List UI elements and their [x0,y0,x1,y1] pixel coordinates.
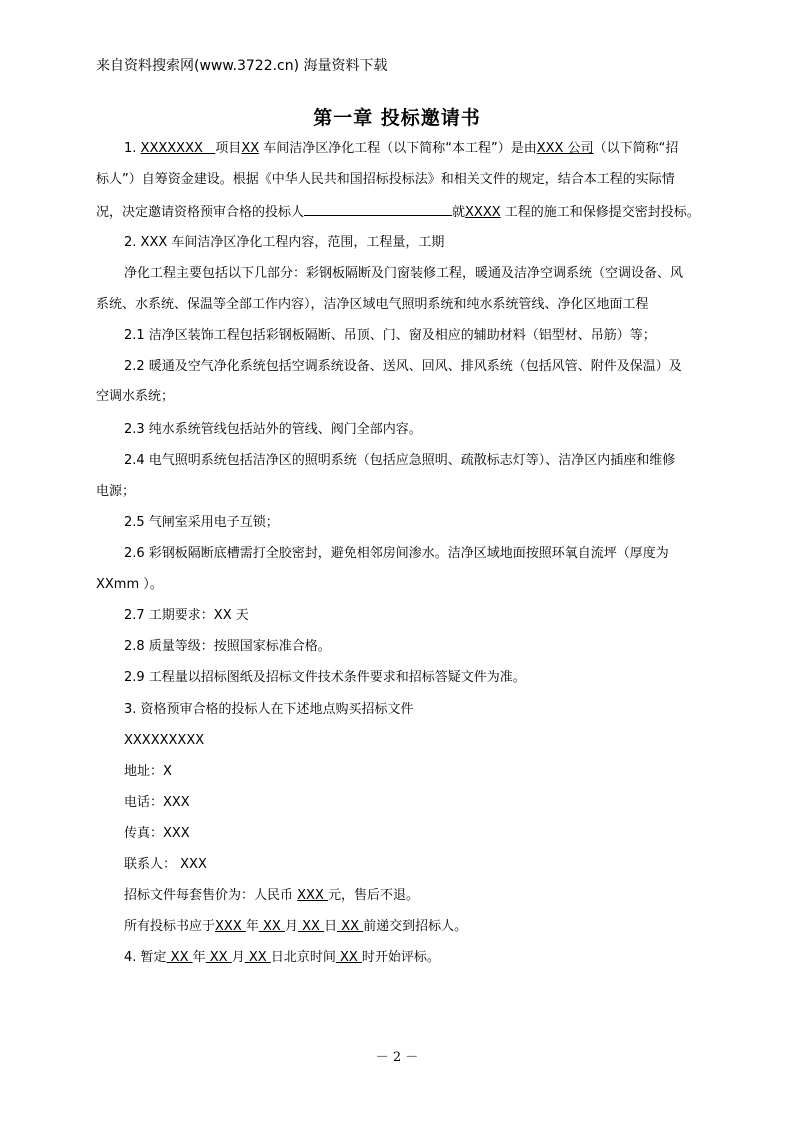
project-name: XXXXXXX [140,141,203,156]
deadline-day: XX [297,919,325,934]
paragraph-1-line-1 [124,141,678,157]
project-name-2: XXXX [465,205,501,220]
item-2-2-line-2: 空调水系统； [96,389,175,404]
paragraph-2: 2. XXX 车间洁净区净化工程内容，范围，工程量，工期 [124,235,445,250]
item-2-4-line-1: 2.4 电气照明系统包括洁净区的照明系统（包括应急照明、疏散标志灯等）、洁净区内插座和维修 [124,453,676,468]
price-value: XXX [297,888,328,903]
issuer-organization: XXXXXXXXX [124,733,205,748]
item-2-7: 2.7 工期要求：XX 天 [124,608,249,623]
deadline-year: XXX [215,919,246,934]
text: 招标文件每套售价为：人民币 [124,888,298,903]
text: 元，售后不退。 [328,888,420,903]
issuer-fax: 传真：XXX [124,826,190,841]
text: 月 [284,919,298,934]
paragraph-3-line-1: 净化工程主要包括以下几部分：彩钢板隔断及门窗装修工程，暖通及洁净空调系统（空调设备、风 [124,266,684,281]
item-2-3: 2.3 纯水系统管线包括站外的管线、阀门全部内容。 [124,422,422,437]
text: 年 [192,950,206,965]
submission-deadline [124,919,467,935]
paragraph-3-line-2: 系统、水系统、保温等全部工作内容），洁净区域电气照明系统和纯水系统管线、净化区地面工程 [96,297,649,312]
text: 4. 暂定 [124,950,167,965]
paragraph-1-line-2: 标人”）自筹资金建设。根据《中华人民共和国招标投标法》和相关文件的规定，结合本工程的实际情 [96,172,675,187]
item-2-6-line-1: 2.6 彩钢板隔断底槽需打全胶密封，避免相邻房间渗水。洁净区域地面按照环氧自流坪（厚度为 [124,546,669,561]
text: 况，决定邀请资格预审合格的投标人 [96,205,305,220]
item-2-8: 2.8 质量等级：按照国家标准合格。 [124,639,331,654]
text: 月 [231,950,245,965]
text: （以下简称“招 [593,141,679,156]
text: 年 [245,919,259,934]
text: 车间洁净区净化工程（以下简称“本工程”）是由 [263,141,537,156]
item-2-4-line-2: 电源； [96,484,136,499]
evaluation-month: XX [205,950,232,965]
item-2-6-line-2: XXmm ）。 [96,577,163,592]
paragraph-5 [124,950,440,966]
document-price [124,888,419,904]
text: 项目 [215,141,242,156]
text: 所有投标书应于 [124,919,216,934]
item-2-1: 2.1 洁净区装饰工程包括彩钢板隔断、吊顶、门、窗及相应的辅助材料（铝型材、吊筋）等； [124,328,656,343]
page-number: － 2 － [375,1050,419,1065]
company-name: XXX 公司 [536,141,594,156]
evaluation-day: XX [244,950,271,965]
source-header: 来自资料搜索网(www.3722.cn) 海量资料下载 [96,58,388,74]
issuer-address: 地址：X [124,764,172,779]
text: 就 [452,205,466,220]
text: 前递交到招标人。 [363,919,468,934]
item-2-5: 2.5 气闸室采用电子互锁； [124,515,279,530]
paragraph-1-line-3 [96,203,700,221]
text: 时开始评标。 [361,950,440,965]
issuer-phone: 电话：XXX [124,795,190,810]
bidder-blank [304,203,452,216]
item-2-2-line-1: 2.2 暖通及空气净化系统包括空调系统设备、送风、回风、排风系统（包括风管、附件及保温）及 [124,359,682,374]
deadline-hour: XX [337,919,364,934]
evaluation-year: XX [166,950,193,965]
evaluation-hour: XX [335,950,362,965]
paragraph-4-heading: 3. 资格预审合格的投标人在下述地点购买招标文件 [124,702,414,717]
paragraph-number: 1. [124,141,137,156]
workshop-name: XX [241,141,260,156]
text: 工程的施工和保修提交密封投标。 [504,205,700,220]
text: 日 [324,919,338,934]
issuer-contact: 联系人： XXX [124,857,207,872]
chapter-title: 第一章 投标邀请书 [313,107,481,129]
text: 日北京时间 [270,950,336,965]
item-2-9: 2.9 工程量以招标图纸及招标文件技术条件要求和招标答疑文件为准。 [124,670,526,685]
deadline-month: XX [258,919,285,934]
